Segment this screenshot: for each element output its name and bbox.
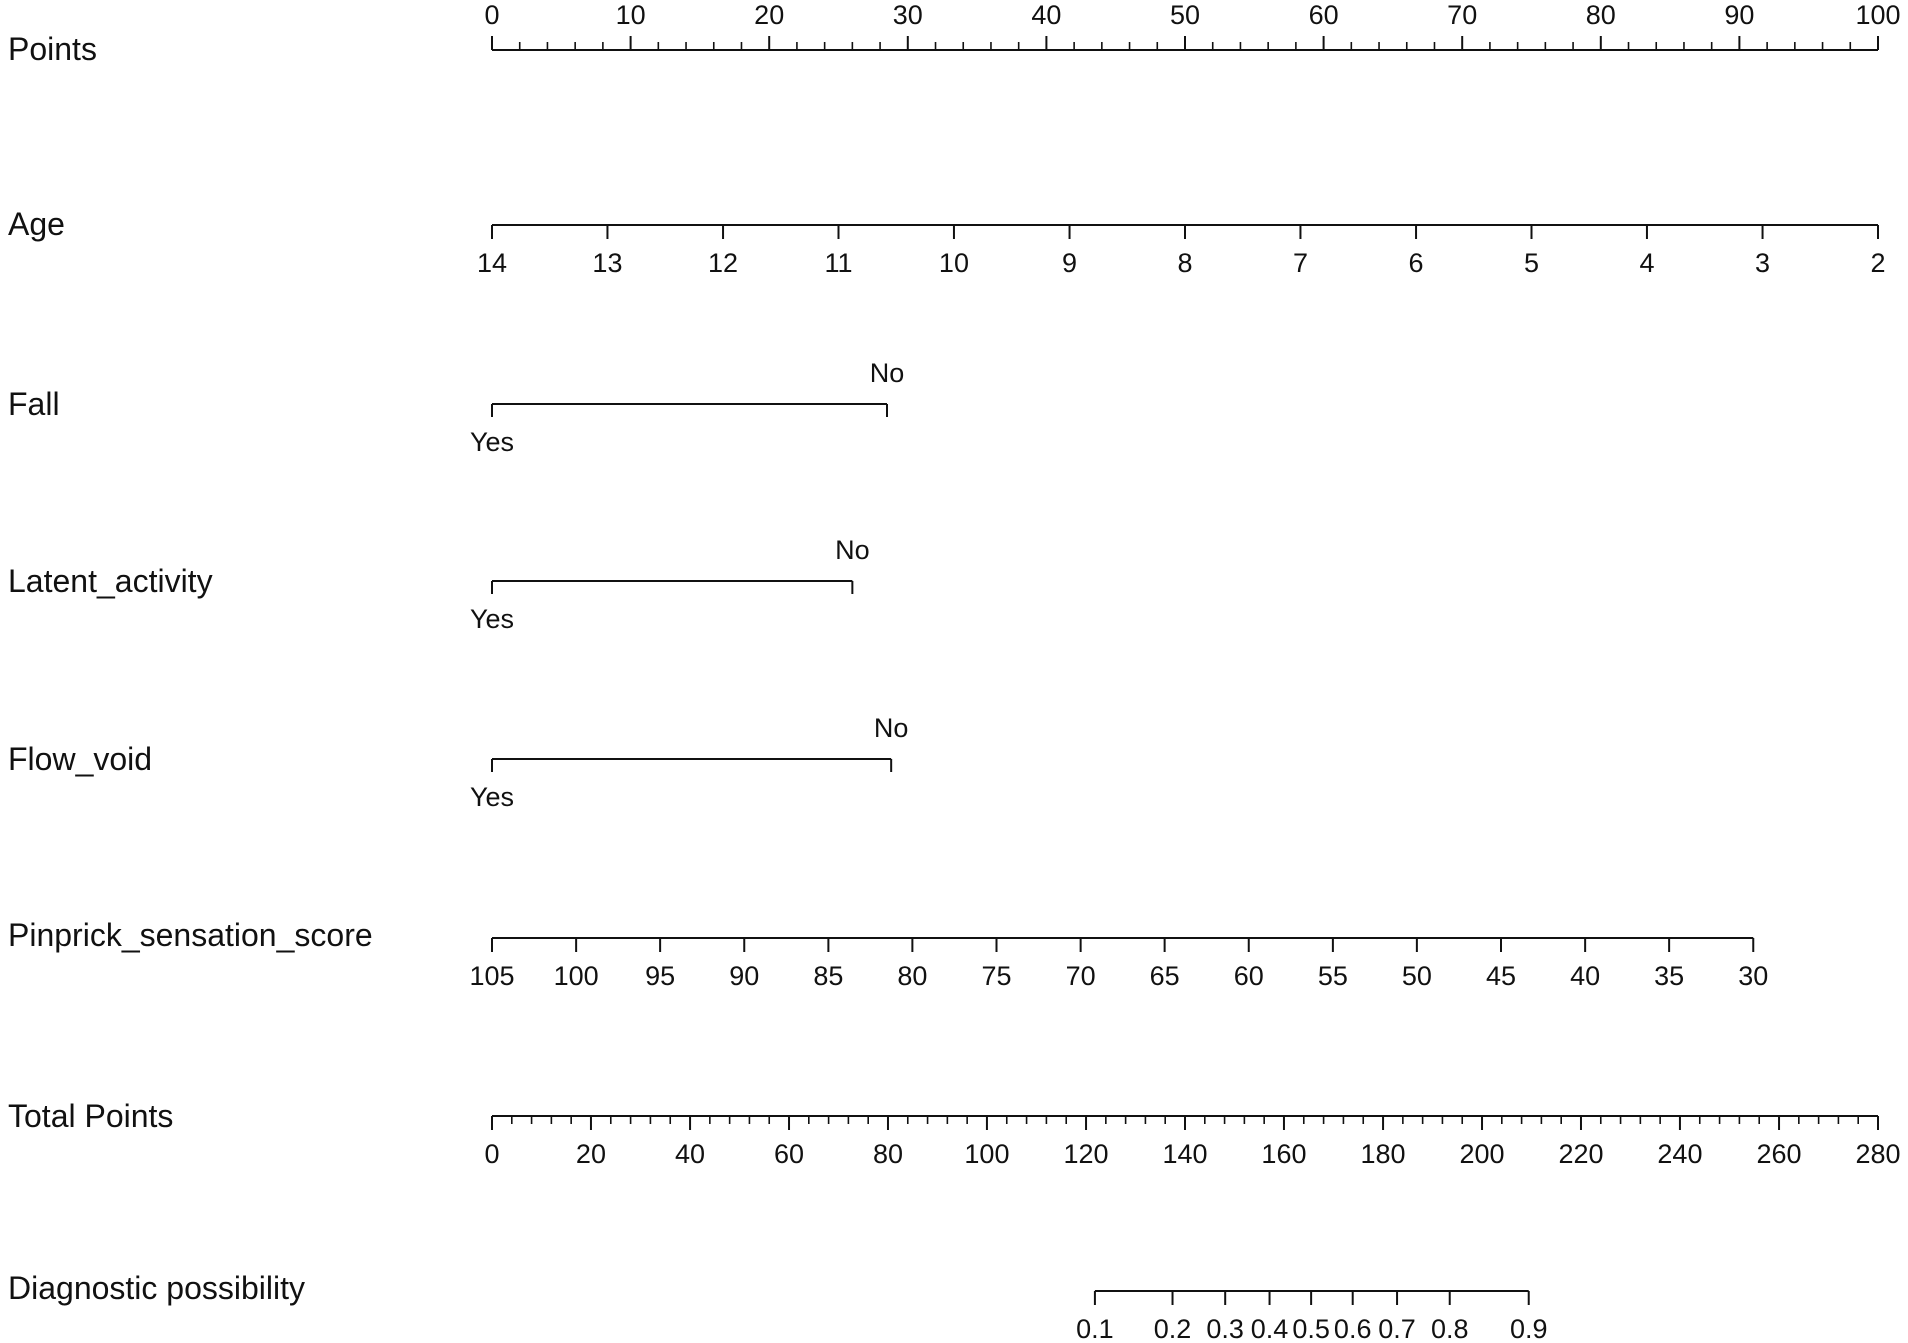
tick-label: 13 [592,248,623,278]
tick-label: 90 [1724,0,1755,30]
tick-label: 40 [1031,0,1062,30]
tick-label: Yes [469,427,515,457]
tick-label: 50 [1169,0,1201,30]
tick-label: 70 [1447,0,1478,30]
row-label-points: Points [8,31,97,67]
tick-label: 280 [1855,1139,1901,1169]
tick-label: 6 [1408,248,1424,278]
tick-label: 0.3 [1206,1314,1244,1343]
tick-label: 60 [1308,0,1339,30]
tick-label: 85 [813,961,844,991]
tick-label: 40 [1570,961,1601,991]
tick-label: 30 [892,0,923,30]
row-points [8,0,1901,67]
tick-label: 8 [1177,248,1193,278]
row-label-total-points: Total Points [8,1098,174,1134]
tick-label: Yes [469,782,515,812]
tick-label: 0.5 [1292,1314,1330,1343]
tick-label: 0 [484,0,500,30]
tick-label: 260 [1756,1139,1802,1169]
tick-label: 160 [1261,1139,1307,1169]
tick-label: 80 [872,1139,904,1169]
tick-label: 95 [645,961,676,991]
tick-label: 30 [1738,961,1769,991]
row-age [8,206,1886,278]
tick-label: 2 [1870,248,1886,278]
row-flow-void [8,713,908,812]
tick-label: 0 [484,1139,500,1169]
tick-label: 200 [1459,1139,1505,1169]
tick-label: 100 [1855,0,1901,30]
tick-label: 55 [1317,961,1348,991]
tick-label: 11 [824,248,853,278]
row-label-diagnostic-possibility: Diagnostic possibility [8,1270,306,1306]
tick-label: 20 [754,0,785,30]
row-latent-activity [8,535,870,634]
tick-label: 9 [1062,248,1078,278]
tick-label: 75 [981,961,1012,991]
tick-label: Yes [469,604,515,634]
row-fall [8,358,904,457]
tick-label: 0.2 [1153,1314,1192,1343]
tick-label: 90 [729,961,760,991]
tick-label: 80 [897,961,928,991]
tick-label: 5 [1523,248,1540,278]
tick-label: 35 [1654,961,1685,991]
tick-label: 240 [1657,1139,1703,1169]
row-label-age: Age [8,206,65,242]
tick-label: 0.4 [1250,1314,1289,1343]
tick-label: 0.6 [1333,1314,1372,1343]
row-total-points [8,1098,1901,1169]
row-label-fall: Fall [8,386,60,422]
tick-label: 0.1 [1076,1314,1114,1343]
tick-label: 12 [708,248,739,278]
tick-label: 100 [553,961,599,991]
tick-label: 0.8 [1430,1314,1469,1343]
tick-label: 50 [1401,961,1432,991]
tick-label: 40 [675,1139,706,1169]
tick-label: 10 [615,0,646,30]
tick-label: 60 [773,1139,805,1169]
tick-label: 4 [1639,248,1655,278]
tick-label: 80 [1585,0,1616,30]
tick-label: 180 [1360,1139,1406,1169]
row-label-pinprick-sensation-score: Pinprick_sensation_score [8,917,373,953]
tick-label: No [835,535,870,565]
row-pinprick-sensation-score [8,917,1768,991]
tick-label: 7 [1292,248,1308,278]
tick-label: 60 [1233,961,1264,991]
tick-label: 10 [938,248,969,278]
tick-label: 3 [1755,248,1771,278]
nomogram-rows [8,0,1901,1343]
tick-label: No [873,713,909,743]
tick-label: No [869,358,905,388]
row-label-latent-activity: Latent_activity [8,563,213,599]
tick-label: 120 [1063,1139,1109,1169]
tick-label: 220 [1558,1139,1604,1169]
tick-label: 0.7 [1378,1314,1416,1343]
row-diagnostic-possibility [8,1270,1548,1343]
tick-label: 105 [469,961,515,991]
tick-label: 100 [964,1139,1010,1169]
row-label-flow-void: Flow_void [8,741,153,777]
tick-label: 0.9 [1509,1314,1548,1343]
tick-label: 20 [575,1139,606,1169]
tick-label: 45 [1485,961,1517,991]
tick-label: 14 [476,248,508,278]
tick-label: 65 [1149,961,1180,991]
tick-label: 70 [1065,961,1096,991]
tick-label: 140 [1162,1139,1208,1169]
